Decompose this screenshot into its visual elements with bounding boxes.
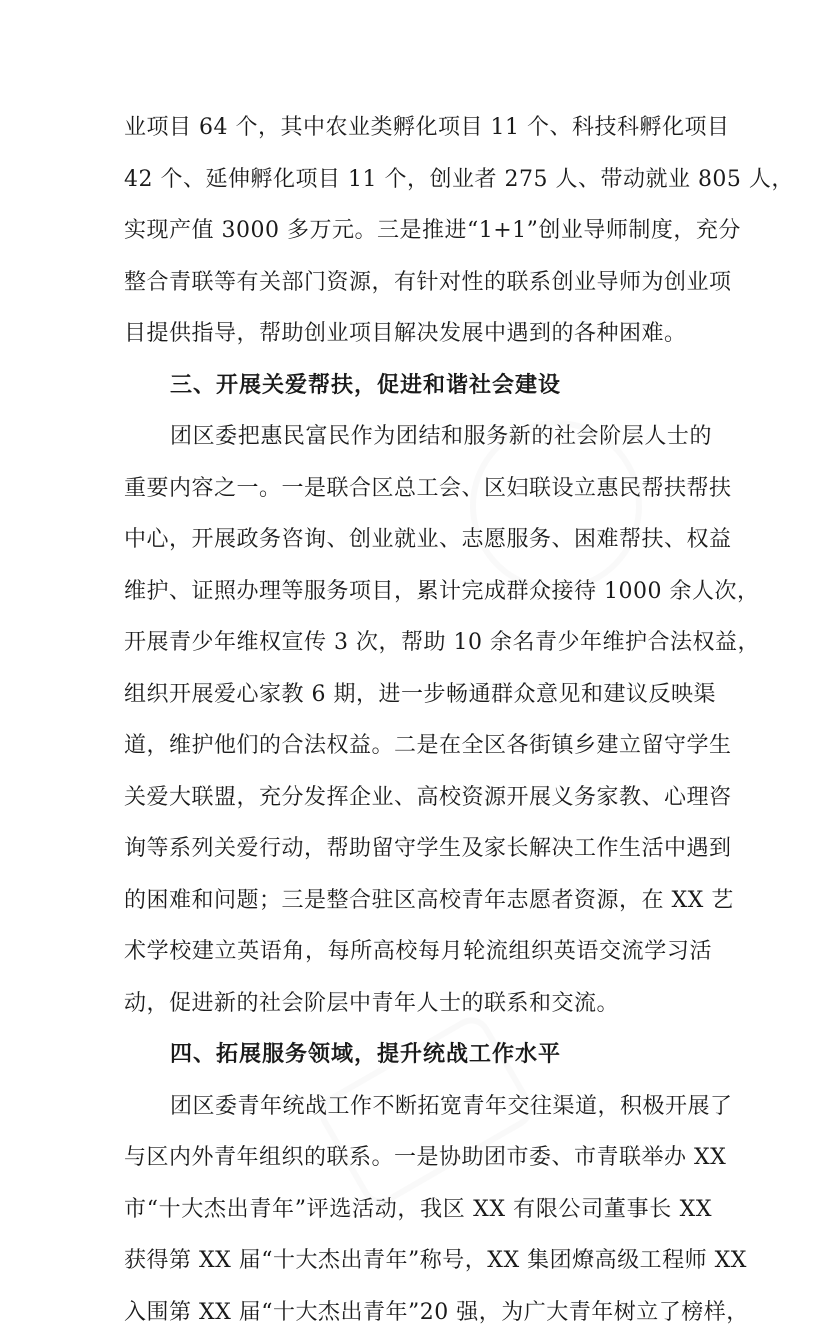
document-body xyxy=(124,102,712,1338)
body-line: 关爱大联盟，充分发挥企业、高校资源开展义务家教、心理咨 xyxy=(124,772,712,824)
body-line: 开展青少年维权宣传 3 次，帮助 10 余名青少年维护合法权益， xyxy=(124,617,712,669)
body-line: 术学校建立英语角，每所高校每月轮流组织英语交流学习活 xyxy=(124,926,712,978)
body-line: 业项目 64 个，其中农业类孵化项目 11 个、科技科孵化项目 xyxy=(124,102,712,154)
body-line: 中心，开展政务咨询、创业就业、志愿服务、困难帮扶、权益 xyxy=(124,514,712,566)
section-heading-4: 四、拓展服务领域，提升统战工作水平 xyxy=(124,1029,712,1081)
body-line: 与区内外青年组织的联系。一是协助团市委、市青联举办 XX xyxy=(124,1132,712,1184)
section-heading-3: 三、开展关爱帮扶，促进和谐社会建设 xyxy=(124,360,712,412)
body-line: 组织开展爱心家教 6 期，进一步畅通群众意见和建议反映渠 xyxy=(124,669,712,721)
body-line: 实现产值 3000 多万元。三是推进“1+1”创业导师制度，充分 xyxy=(124,205,712,257)
body-line: 团区委青年统战工作不断拓宽青年交往渠道，积极开展了 xyxy=(124,1081,712,1133)
body-line: 目提供指导，帮助创业项目解决发展中遇到的各种困难。 xyxy=(124,308,712,360)
body-line: 42 个、延伸孵化项目 11 个，创业者 275 人、带动就业 805 人， xyxy=(124,154,712,206)
body-line: 动，促进新的社会阶层中青年人士的联系和交流。 xyxy=(124,978,712,1030)
body-line: 整合青联等有关部门资源，有针对性的联系创业导师为创业项 xyxy=(124,257,712,309)
body-line: 道，维护他们的合法权益。二是在全区各街镇乡建立留守学生 xyxy=(124,720,712,772)
body-line: 的困难和问题；三是整合驻区高校青年志愿者资源，在 XX 艺 xyxy=(124,875,712,927)
body-line: 市“十大杰出青年”评选活动，我区 XX 有限公司董事长 XX xyxy=(124,1184,712,1236)
body-line: 入围第 XX 届“十大杰出青年”20 强，为广大青年树立了榜样， xyxy=(124,1287,712,1338)
body-line: 维护、证照办理等服务项目，累计完成群众接待 1000 余人次， xyxy=(124,566,712,618)
body-line: 团区委把惠民富民作为团结和服务新的社会阶层人士的 xyxy=(124,411,712,463)
body-line: 获得第 XX 届“十大杰出青年”称号，XX 集团燎高级工程师 XX xyxy=(124,1235,712,1287)
body-line: 询等系列关爱行动，帮助留守学生及家长解决工作生活中遇到 xyxy=(124,823,712,875)
body-line: 重要内容之一。一是联合区总工会、区妇联设立惠民帮扶帮扶 xyxy=(124,463,712,515)
